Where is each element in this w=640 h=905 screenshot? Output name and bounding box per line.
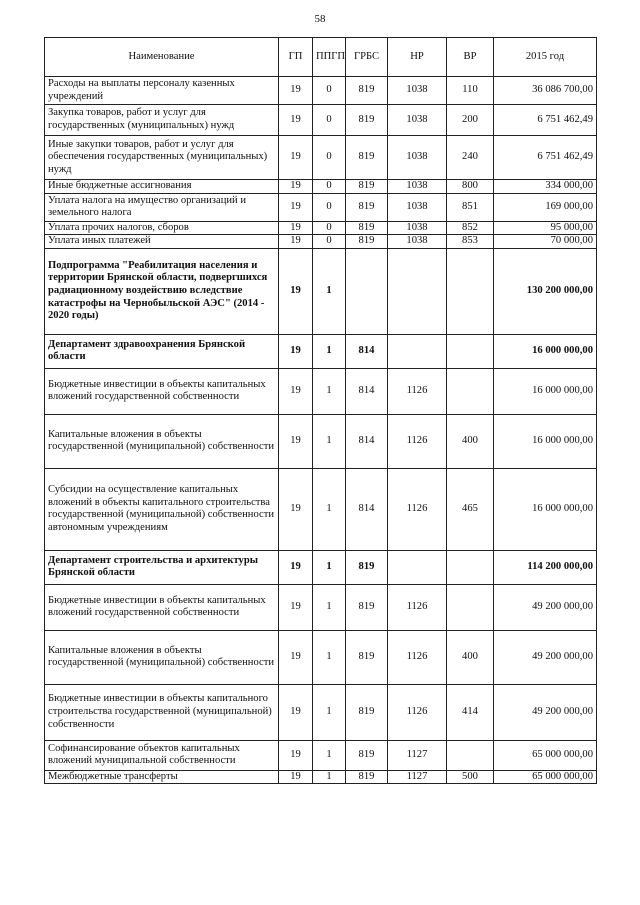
row-gp-cell: 19 — [279, 740, 313, 770]
row-name-cell: Уплата прочих налогов, сборов — [45, 221, 279, 235]
row-grbs-cell: 819 — [346, 77, 388, 105]
table-row — [45, 193, 597, 221]
table-row — [45, 77, 597, 105]
table-row — [45, 248, 597, 334]
row-grbs-cell: 819 — [346, 684, 388, 740]
row-amount-cell: 49 200 000,00 — [494, 684, 597, 740]
row-vr-cell — [447, 584, 494, 630]
row-amount-cell: 6 751 462,49 — [494, 105, 597, 136]
row-grbs-cell: 819 — [346, 770, 388, 784]
row-grbs-cell: 819 — [346, 235, 388, 249]
row-nr-cell: 1127 — [388, 740, 447, 770]
row-gp-cell: 19 — [279, 193, 313, 221]
row-gp-cell: 19 — [279, 468, 313, 550]
table-row — [45, 414, 597, 468]
row-nr-cell: 1038 — [388, 235, 447, 249]
row-name-cell: Иные бюджетные ассигнования — [45, 180, 279, 194]
row-gp-cell: 19 — [279, 684, 313, 740]
row-amount-cell: 169 000,00 — [494, 193, 597, 221]
row-nr-cell — [388, 550, 447, 584]
row-ppgp-cell: 0 — [313, 235, 346, 249]
table-row — [45, 684, 597, 740]
row-amount-cell: 70 000,00 — [494, 235, 597, 249]
row-vr-cell: 200 — [447, 105, 494, 136]
table-row — [45, 334, 597, 368]
row-gp-cell: 19 — [279, 630, 313, 684]
row-nr-cell: 1038 — [388, 221, 447, 235]
row-amount-cell: 6 751 462,49 — [494, 136, 597, 180]
row-ppgp-cell: 0 — [313, 180, 346, 194]
row-grbs-cell: 819 — [346, 193, 388, 221]
table-row — [45, 221, 597, 235]
row-vr-cell: 414 — [447, 684, 494, 740]
row-vr-cell — [447, 740, 494, 770]
row-nr-cell — [388, 248, 447, 334]
row-ppgp-cell: 1 — [313, 468, 346, 550]
row-ppgp-cell: 1 — [313, 740, 346, 770]
row-nr-cell: 1126 — [388, 584, 447, 630]
row-ppgp-cell: 1 — [313, 584, 346, 630]
row-amount-cell: 114 200 000,00 — [494, 550, 597, 584]
row-amount-cell: 65 000 000,00 — [494, 740, 597, 770]
row-vr-cell: 852 — [447, 221, 494, 235]
table-row — [45, 770, 597, 784]
row-ppgp-cell: 0 — [313, 136, 346, 180]
row-gp-cell: 19 — [279, 180, 313, 194]
row-grbs-cell: 814 — [346, 414, 388, 468]
table-row — [45, 630, 597, 684]
header-gp: ГП — [279, 38, 313, 77]
row-gp-cell: 19 — [279, 221, 313, 235]
row-gp-cell: 19 — [279, 136, 313, 180]
table-row — [45, 740, 597, 770]
row-grbs-cell: 819 — [346, 740, 388, 770]
row-vr-cell: 851 — [447, 193, 494, 221]
row-ppgp-cell: 1 — [313, 550, 346, 584]
table-row — [45, 468, 597, 550]
table-body — [45, 77, 597, 784]
row-name-cell: Уплата иных платежей — [45, 235, 279, 249]
row-name-cell: Бюджетные инвестиции в объекты капитального строительства государственной (муниципальной) собственности — [45, 684, 279, 740]
row-grbs-cell: 814 — [346, 334, 388, 368]
row-amount-cell: 95 000,00 — [494, 221, 597, 235]
row-gp-cell: 19 — [279, 770, 313, 784]
row-amount-cell: 49 200 000,00 — [494, 584, 597, 630]
row-name-cell: Бюджетные инвестиции в объекты капитальных вложений государственной собственности — [45, 368, 279, 414]
row-vr-cell — [447, 248, 494, 334]
table-row — [45, 180, 597, 194]
row-ppgp-cell: 0 — [313, 193, 346, 221]
row-name-cell: Капитальные вложения в объекты государственной (муниципальной) собственности — [45, 414, 279, 468]
row-vr-cell — [447, 334, 494, 368]
row-gp-cell: 19 — [279, 77, 313, 105]
row-gp-cell: 19 — [279, 550, 313, 584]
table-header-row — [45, 38, 597, 77]
row-gp-cell: 19 — [279, 368, 313, 414]
header-nr: НР — [388, 38, 447, 77]
row-nr-cell: 1126 — [388, 468, 447, 550]
row-vr-cell: 500 — [447, 770, 494, 784]
table-row — [45, 136, 597, 180]
row-amount-cell: 16 000 000,00 — [494, 468, 597, 550]
budget-table — [44, 37, 597, 784]
row-ppgp-cell: 1 — [313, 684, 346, 740]
header-ppgp: ППГП — [313, 38, 346, 77]
row-vr-cell: 800 — [447, 180, 494, 194]
table-row — [45, 235, 597, 249]
row-name-cell: Департамент строительства и архитектуры Брянской области — [45, 550, 279, 584]
row-name-cell: Закупка товаров, работ и услуг для государственных (муниципальных) нужд — [45, 105, 279, 136]
row-ppgp-cell: 0 — [313, 105, 346, 136]
row-ppgp-cell: 1 — [313, 248, 346, 334]
row-vr-cell: 853 — [447, 235, 494, 249]
row-grbs-cell — [346, 248, 388, 334]
row-nr-cell: 1126 — [388, 630, 447, 684]
row-amount-cell: 130 200 000,00 — [494, 248, 597, 334]
row-ppgp-cell: 0 — [313, 77, 346, 105]
row-ppgp-cell: 1 — [313, 368, 346, 414]
row-grbs-cell: 819 — [346, 136, 388, 180]
row-gp-cell: 19 — [279, 105, 313, 136]
row-grbs-cell: 819 — [346, 550, 388, 584]
table-row — [45, 550, 597, 584]
row-nr-cell: 1038 — [388, 193, 447, 221]
row-nr-cell: 1126 — [388, 414, 447, 468]
row-vr-cell: 110 — [447, 77, 494, 105]
row-ppgp-cell: 1 — [313, 334, 346, 368]
row-nr-cell: 1127 — [388, 770, 447, 784]
row-nr-cell — [388, 334, 447, 368]
header-year: 2015 год — [494, 38, 597, 77]
row-name-cell: Капитальные вложения в объекты государственной (муниципальной) собственности — [45, 630, 279, 684]
row-nr-cell: 1038 — [388, 105, 447, 136]
row-gp-cell: 19 — [279, 334, 313, 368]
row-name-cell: Подпрограмма "Реабилитация населения и территории Брянской области, подвергшихся радиационному воздействию вследствие катастрофы на Чернобыльской АЭС" (2014 - 2020 годы) — [45, 248, 279, 334]
row-vr-cell: 400 — [447, 414, 494, 468]
row-ppgp-cell: 1 — [313, 630, 346, 684]
row-name-cell: Субсидии на осуществление капитальных вложений в объекты капитального строительства государственной (муниципальной) собственности автономным учреждениям — [45, 468, 279, 550]
row-nr-cell: 1038 — [388, 77, 447, 105]
row-vr-cell — [447, 368, 494, 414]
row-gp-cell: 19 — [279, 248, 313, 334]
row-vr-cell: 240 — [447, 136, 494, 180]
row-name-cell: Софинансирование объектов капитальных вложений муниципальной собственности — [45, 740, 279, 770]
row-amount-cell: 334 000,00 — [494, 180, 597, 194]
row-name-cell: Бюджетные инвестиции в объекты капитальных вложений государственной собственности — [45, 584, 279, 630]
row-ppgp-cell: 1 — [313, 414, 346, 468]
row-grbs-cell: 814 — [346, 368, 388, 414]
row-grbs-cell: 814 — [346, 468, 388, 550]
row-gp-cell: 19 — [279, 414, 313, 468]
row-nr-cell: 1038 — [388, 136, 447, 180]
row-grbs-cell: 819 — [346, 584, 388, 630]
row-amount-cell: 16 000 000,00 — [494, 334, 597, 368]
row-amount-cell: 65 000 000,00 — [494, 770, 597, 784]
row-amount-cell: 16 000 000,00 — [494, 414, 597, 468]
row-gp-cell: 19 — [279, 584, 313, 630]
row-amount-cell: 36 086 700,00 — [494, 77, 597, 105]
row-nr-cell: 1126 — [388, 684, 447, 740]
header-name: Наименование — [45, 38, 279, 77]
header-vr: ВР — [447, 38, 494, 77]
row-vr-cell: 465 — [447, 468, 494, 550]
row-name-cell: Расходы на выплаты персоналу казенных учреждений — [45, 77, 279, 105]
row-grbs-cell: 819 — [346, 105, 388, 136]
page-number: 58 — [314, 13, 326, 25]
row-grbs-cell: 819 — [346, 221, 388, 235]
row-ppgp-cell: 0 — [313, 221, 346, 235]
row-grbs-cell: 819 — [346, 180, 388, 194]
row-nr-cell: 1038 — [388, 180, 447, 194]
row-grbs-cell: 819 — [346, 630, 388, 684]
table-row — [45, 368, 597, 414]
row-name-cell: Межбюджетные трансферты — [45, 770, 279, 784]
row-name-cell: Иные закупки товаров, работ и услуг для обеспечения государственных (муниципальных) нужд — [45, 136, 279, 180]
table-row — [45, 105, 597, 136]
row-vr-cell: 400 — [447, 630, 494, 684]
row-gp-cell: 19 — [279, 235, 313, 249]
row-name-cell: Уплата налога на имущество организаций и земельного налога — [45, 193, 279, 221]
row-name-cell: Департамент здравоохранения Брянской области — [45, 334, 279, 368]
row-vr-cell — [447, 550, 494, 584]
row-ppgp-cell: 1 — [313, 770, 346, 784]
row-amount-cell: 49 200 000,00 — [494, 630, 597, 684]
table-row — [45, 584, 597, 630]
row-amount-cell: 16 000 000,00 — [494, 368, 597, 414]
row-nr-cell: 1126 — [388, 368, 447, 414]
header-grbs: ГРБС — [346, 38, 388, 77]
